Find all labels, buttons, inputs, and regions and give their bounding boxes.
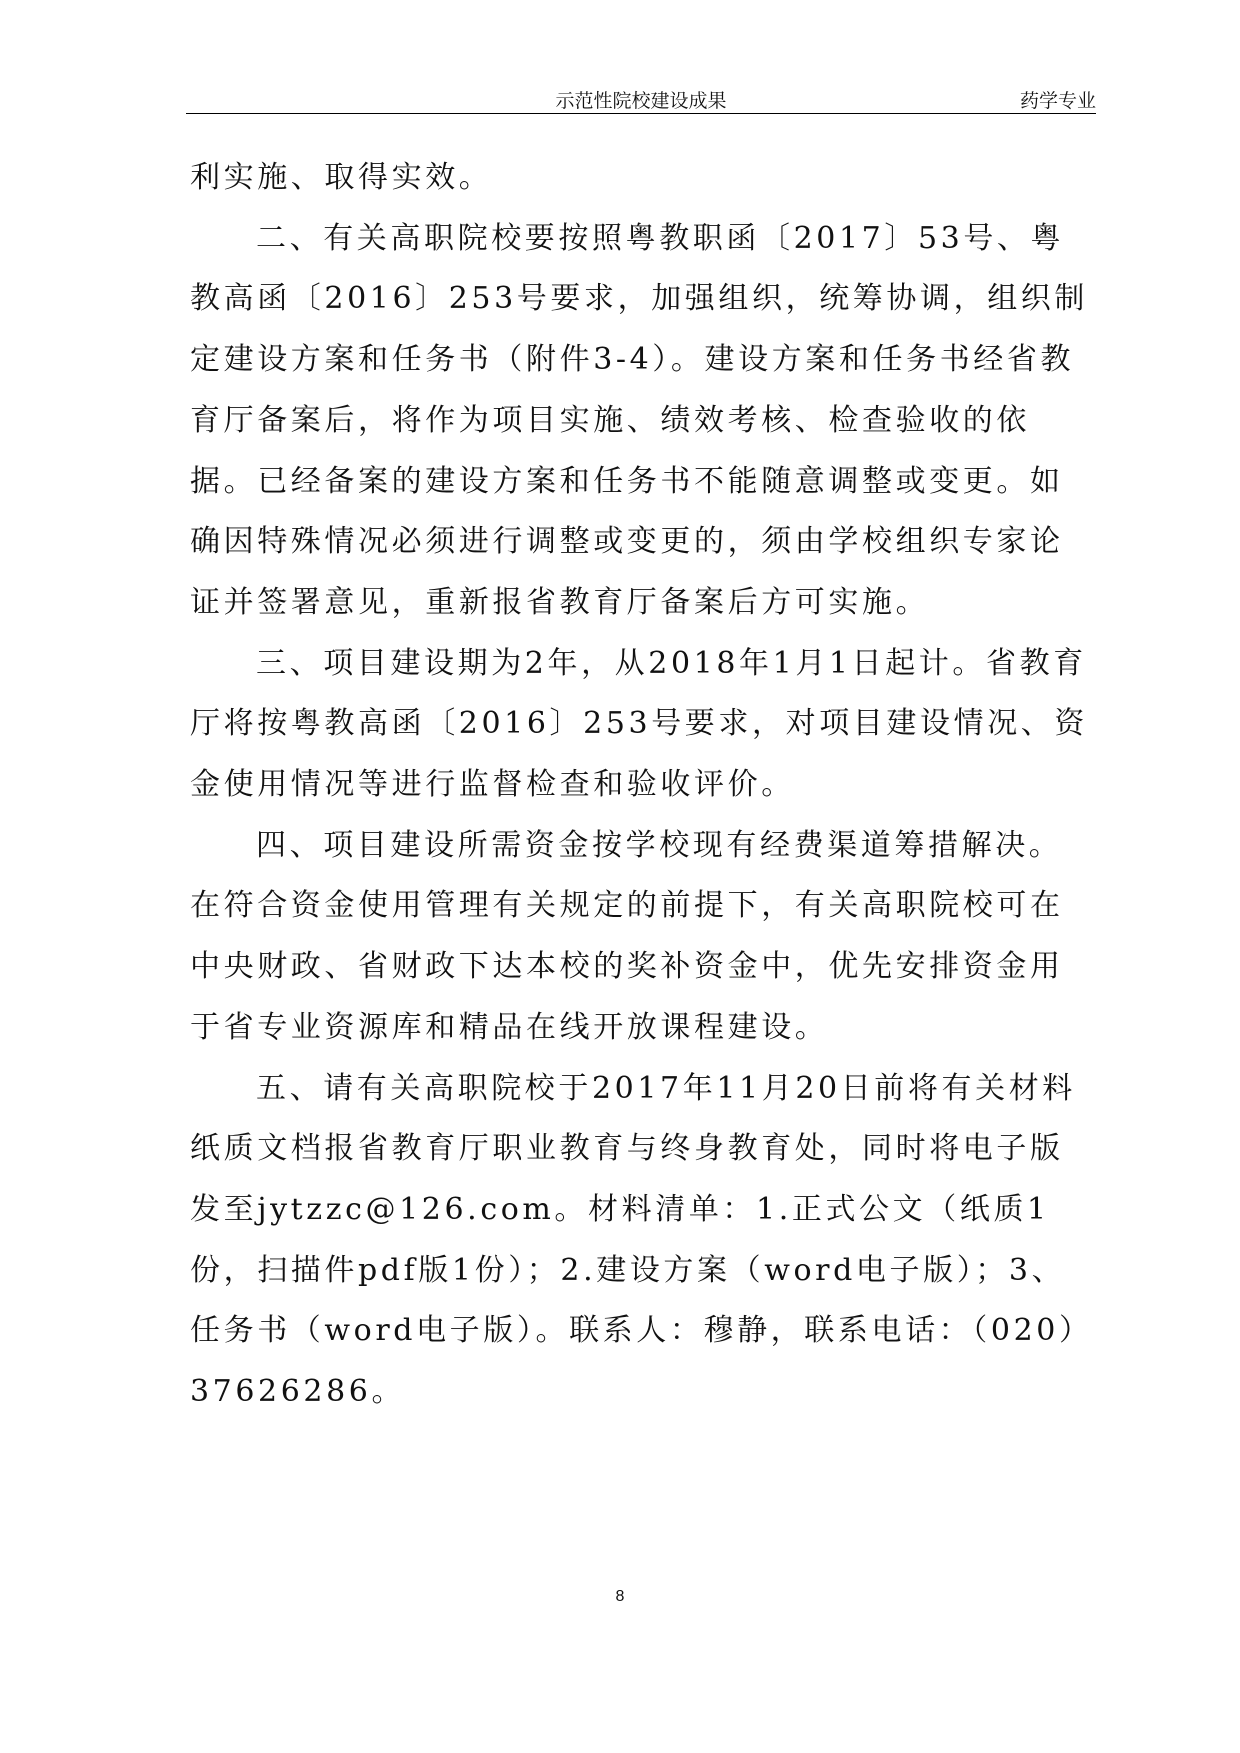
header-divider xyxy=(186,113,1096,114)
paragraph-item-2: 二、有关高职院校要按照粤教职函〔2017〕53号、粤教高函〔2016〕253号要求，加强组织，统筹协调，组织制定建设方案和任务书（附件3-4）。建设方案和任务书经省教育厅备案后，将作为项目实施、绩效考核、检查验收的依据。已经备案的建设方案和任务书不能随意调整或变更。如确因特殊情况必须进行调整或变更的，须由学校组织专家论证并签署意见，重新报省教育厅备案后方可实施。 xyxy=(190,220,1089,620)
paragraph-item-4: 四、项目建设所需资金按学校现有经费渠道筹措解决。在符合资金使用管理有关规定的前提下，有关高职院校可在中央财政、省财政下达本校的奖补资金中，优先安排资金用于省专业资源库和精品在线开放课程建设。 xyxy=(190,827,1064,1045)
page-header xyxy=(186,86,1096,114)
paragraph-item-3: 三、项目建设期为2年，从2018年1月1日起计。省教育厅将按粤教高函〔2016〕253号要求，对项目建设情况、资金使用情况等进行监督检查和验收评价。 xyxy=(190,645,1089,803)
paragraph-item-5: 五、请有关高职院校于2017年11月20日前将有关材料纸质文档报省教育厅职业教育与终身教育处，同时将电子版发至jytzzc@126.com。材料清单：1.正式公文（纸质1份，扫描件pdf版1份）；2.建设方案（word电子版）；3、任务书（word电子版）。联系人：穆静，联系电话：（020）37626286。 xyxy=(190,1070,1078,1410)
header-section: 药学专业 xyxy=(1019,90,1096,112)
page-number: 8 xyxy=(615,1588,625,1605)
header-title: 示范性院校建设成果 xyxy=(555,90,727,112)
document-body xyxy=(190,148,1092,1423)
paragraph-continuation: 利实施、取得实效。 xyxy=(190,160,493,195)
